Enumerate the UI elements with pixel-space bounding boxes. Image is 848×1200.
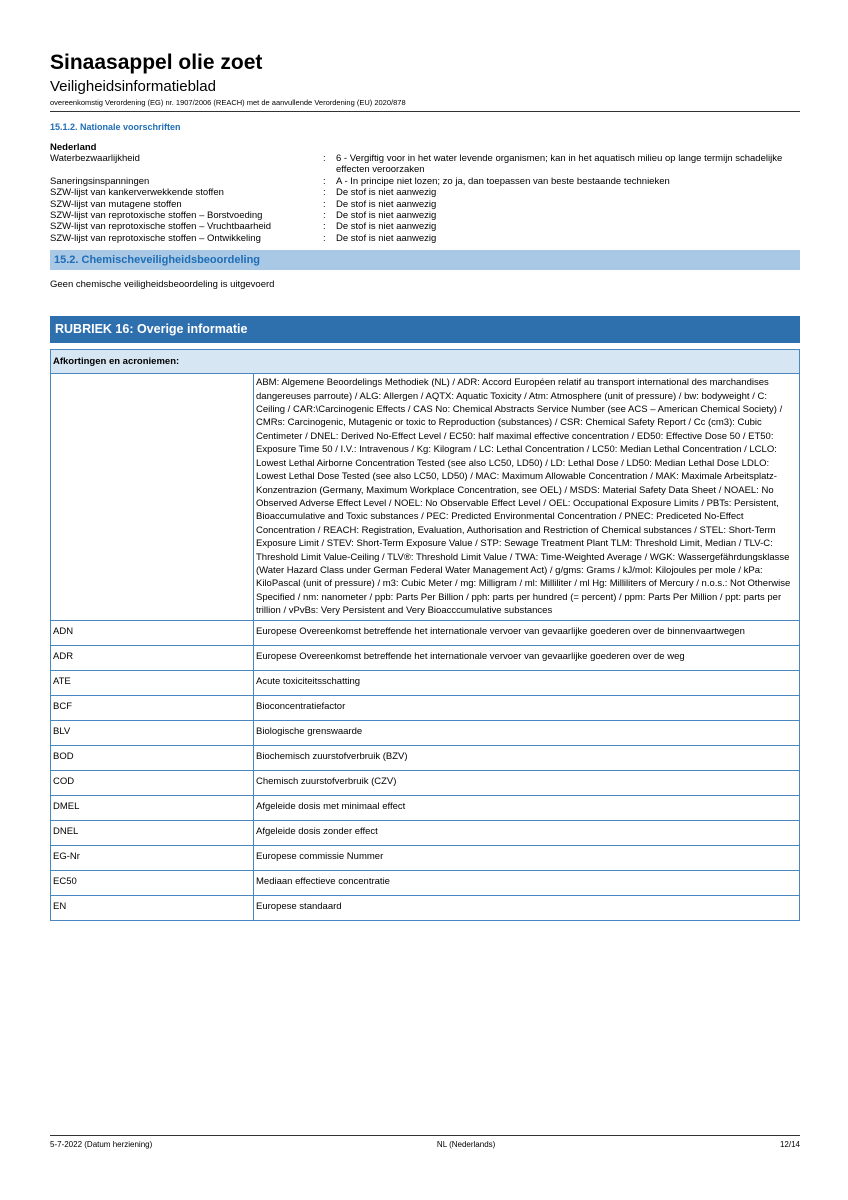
table-cell-abbr: ADN	[51, 620, 254, 645]
footer-date: 5-7-2022 (Datum herziening)	[50, 1140, 153, 1149]
table-cell-abbr: BLV	[51, 720, 254, 745]
table-cell-description: Biochemisch zuurstofverbruik (BZV)	[254, 745, 800, 770]
regulation-label: SZW-lijst van reprotoxische stoffen – Borstvoeding	[50, 210, 263, 222]
table-cell-description: Chemisch zuurstofverbruik (CZV)	[254, 770, 800, 795]
table-cell-description: Europese commissie Nummer	[254, 845, 800, 870]
page-footer	[50, 1135, 800, 1149]
table-cell-description: Europese Overeenkomst betreffende het internationale vervoer van gevaarlijke goederen over de binnenvaartwegen	[254, 620, 800, 645]
chemical-safety-text: Geen chemische veiligheidsbeoordeling is uitgevoerd	[50, 279, 275, 291]
regulation-label: SZW-lijst van kankerverwekkende stoffen	[50, 187, 224, 199]
regulation-value: A - In principe niet lozen; zo ja, dan toepassen van beste bestaande technieken	[336, 175, 670, 187]
table-cell-abbr: DMEL	[51, 795, 254, 820]
table-cell-description: Europese Overeenkomst betreffende het internationale vervoer van gevaarlijke goederen over de weg	[254, 645, 800, 670]
regulation-row	[50, 187, 800, 198]
table-row	[51, 645, 800, 670]
colon-separator: :	[323, 221, 326, 233]
regulation-row	[50, 153, 800, 176]
table-cell-description: ABM: Algemene Beoordelings Methodiek (NL) / ADR: Accord Européen relatif au transport international des marchandises dangereuses parroute) / ALG: Allergen / AQTX: Aquatic Toxicity / Atm: Atmosphere (unit of pressure) / bw: bodyweight / C: Ceiling / CAR:\Carcinogenic Effects / CAS No: Chemical Abstracts Service Number (see ACS – American Chemical Society) / CMRs: Carcinogenic, Mutagenic or toxic to Reproduction (substances) / CSR: Chemical Safety Report / Cc (cm3): Cubic Centimeter / DNEL: Derived No-Effect Level / EC50: half maximal effective concentration / ED50: Effective Dose 50 / ET50: Exposure Time 50 / I.V.: Intravenous / Kg: Kilogram / LC: Lethal Concentration / LC50: Median Lethal Concentration / LCLO: Lowest Lethal Airborne Concentration Tested (see also LC50, LD50) / LD: Lethal Dose / LD50: Median Lethal Dose LDLO: Lowest Lethal Dose Tested (see also LC50, LD50) / MAC: Maximum Allowable Concentration / MAK: Maximale Arbeitsplatz-Konzentrazion (Germany, Maximum Workplace Concentration, see OEL) / MSDS: Material Safety Data Sheet / NOAEL: No Observed Adverse Effect Level / NOEL: No Observable Effect Level / OEL: Occupational Exposure Limits / PBTs: Persistent, Bioaccumulative and Toxic substances / PEC: Predicted Environmental Concentration / PNEC: Prediceted No-Effect Concentration / REACH: Registration, Evaluation, Authorisation and Restriction of Chemical substances / STEL: Short-Term Exposure Limit / STEV: Short-Term Exposure Value / STP: Sewage Treatment Plant TLM: Threshold Limit, Median / TLV-C: Threshold Limit Value-Ceiling / TLV®: Threshold Limit Value / TWA: Time-Weighted Average / WGK: Wassergefährdungsklasse (Water Hazard Class under German Federal Water Management Act) / g/gms: Grams / kJ/mol: Kilojoules per mole / kPa: KiloPascal (unit of pressure) / m3: Cubic Meter / mg: Milligram / ml: Milliliter / ml Hg: Milliliters of Mercury / n.o.s.: Not Otherwise Specified / nm: nanometer / ppb: Parts Per Billion / pph: parts per hundred (= percent) / ppm: Parts Per Million / ppt: parts per trillion / vPvBs: Very Persistent and Very Bioacccumulative substances	[254, 374, 800, 620]
regulation-value: De stof is niet aanwezig	[336, 198, 437, 210]
table-row	[51, 670, 800, 695]
table-cell-description: Mediaan effectieve concentratie	[254, 870, 800, 895]
table-row	[51, 770, 800, 795]
table-row	[51, 795, 800, 820]
national-regulations-list	[50, 153, 800, 244]
colon-separator: :	[323, 210, 326, 222]
colon-separator: :	[323, 187, 326, 199]
table-cell-description: Europese standaard	[254, 895, 800, 920]
footer-page-number: 12/14	[779, 1140, 800, 1149]
colon-separator: :	[323, 175, 326, 187]
table-row	[51, 374, 800, 620]
table-cell-abbr: DNEL	[51, 820, 254, 845]
table-header-row	[51, 350, 800, 374]
table-cell-description: Afgeleide dosis zonder effect	[254, 820, 800, 845]
table-cell-abbr: EN	[51, 895, 254, 920]
table-cell-description: Biologische grenswaarde	[254, 720, 800, 745]
table-cell-description: Afgeleide dosis met minimaal effect	[254, 795, 800, 820]
country-heading: Nederland	[50, 142, 97, 153]
regulation-label: SZW-lijst van reprotoxische stoffen – Vruchtbaarheid	[50, 221, 272, 233]
regulation-label: SZW-lijst van mutagene stoffen	[50, 198, 182, 210]
regulation-value: De stof is niet aanwezig	[336, 210, 437, 222]
regulation-row	[50, 233, 800, 244]
footer-language: NL (Nederlands)	[436, 1140, 496, 1149]
regulation-row	[50, 176, 800, 187]
regulation-label: Waterbezwaarlijkheid	[50, 153, 140, 164]
table-cell-abbr: COD	[51, 770, 254, 795]
table-row	[51, 870, 800, 895]
regulation-value: De stof is niet aanwezig	[336, 187, 437, 199]
table-row	[51, 720, 800, 745]
table-cell-abbr: BCF	[51, 695, 254, 720]
regulation-value: De stof is niet aanwezig	[336, 232, 437, 244]
product-title: Sinaasappel olie zoet	[50, 51, 263, 74]
colon-separator: :	[323, 198, 326, 210]
table-row	[51, 745, 800, 770]
table-row	[51, 620, 800, 645]
colon-separator: :	[323, 232, 326, 244]
colon-separator: :	[323, 153, 326, 164]
rubriek-16-heading: RUBRIEK 16: Overige informatie	[50, 316, 800, 343]
document-subtitle: Veiligheidsinformatieblad	[50, 78, 216, 95]
table-row	[51, 895, 800, 920]
regulation-value: De stof is niet aanwezig	[336, 221, 437, 233]
table-header-cell: Afkortingen en acroniemen:	[51, 350, 800, 374]
table-row	[51, 695, 800, 720]
regulation-label: Saneringsinspanningen	[50, 175, 150, 187]
table-cell-abbr: EG-Nr	[51, 845, 254, 870]
regulation-line: overeenkomstig Verordening (EG) nr. 1907/2006 (REACH) met de aanvullende Verordening (EU) 2020/878	[50, 98, 800, 112]
table-row	[51, 820, 800, 845]
regulation-label: SZW-lijst van reprotoxische stoffen – Ontwikkeling	[50, 232, 261, 244]
table-cell-abbr: EC50	[51, 870, 254, 895]
table-cell-description: Acute toxiciteitsschatting	[254, 670, 800, 695]
regulation-row	[50, 210, 800, 221]
regulation-value: 6 - Vergiftig voor in het water levende organismen; kan in het aquatisch milieu op lange termijn schadelijke effecten veroorzaken	[336, 153, 783, 176]
abbreviations-table	[50, 349, 800, 920]
table-cell-abbr: ATE	[51, 670, 254, 695]
section-15-2-heading: 15.2. Chemischeveiligheidsbeoordeling	[50, 250, 800, 270]
regulation-row	[50, 221, 800, 232]
table-cell-abbr: BOD	[51, 745, 254, 770]
regulation-row	[50, 199, 800, 210]
section-15-1-2-heading: 15.1.2. Nationale voorschriften	[50, 122, 181, 132]
document-page	[50, 50, 800, 921]
table-cell-abbr: ADR	[51, 645, 254, 670]
table-cell-description: Bioconcentratiefactor	[254, 695, 800, 720]
table-cell-abbr	[51, 374, 254, 620]
table-row	[51, 845, 800, 870]
